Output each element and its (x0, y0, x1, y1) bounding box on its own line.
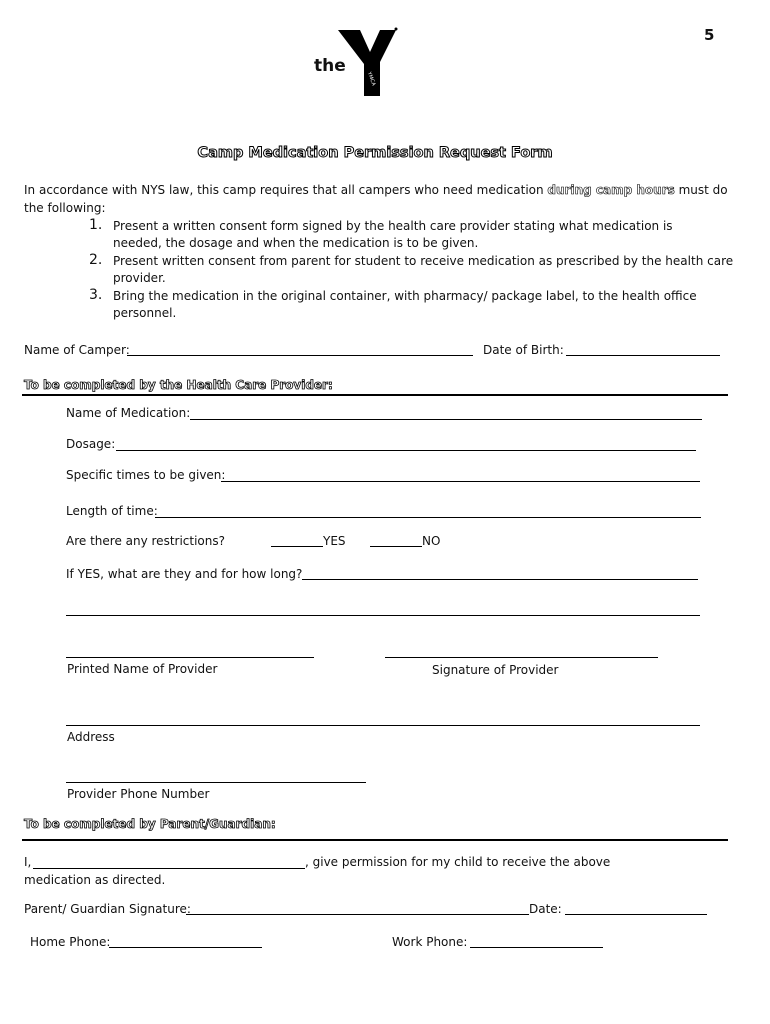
parent-signature-field[interactable] (186, 914, 529, 915)
requirement-text: personnel. (113, 306, 177, 320)
dob-field[interactable] (566, 355, 720, 356)
camper-name-field[interactable] (127, 355, 473, 356)
length-label: Length of time: (66, 504, 158, 518)
dosage-label: Dosage: (66, 437, 116, 451)
camper-name-label: Name of Camper: (24, 343, 130, 357)
permission-suffix: , give permission for my child to receive the above (305, 855, 611, 869)
if-yes-label: If YES, what are they and for how long? (66, 567, 303, 581)
requirement-number: 3. (89, 287, 103, 303)
work-phone-field[interactable] (470, 947, 603, 948)
y-mark-icon (338, 26, 398, 98)
restrictions-detail-field-2[interactable] (66, 615, 700, 616)
no-label: NO (422, 534, 441, 548)
address-field[interactable] (66, 725, 700, 726)
date-label: Date: (529, 902, 562, 916)
restrictions-label: Are there any restrictions? (66, 534, 225, 548)
page-number: 5 (704, 26, 715, 44)
requirement-number: 2. (89, 252, 103, 268)
requirement-text: Bring the medication in the original container, with pharmacy/ package label, to the health office (113, 289, 697, 303)
form-title: Camp Medication Permission Request Form (197, 145, 553, 161)
logo-sub: YMCA (365, 71, 377, 87)
ymca-logo (312, 26, 402, 98)
date-field[interactable] (565, 914, 707, 915)
home-phone-field[interactable] (109, 947, 262, 948)
length-field[interactable] (155, 517, 701, 518)
printed-name-label: Printed Name of Provider (67, 662, 218, 676)
dosage-field[interactable] (116, 450, 696, 451)
times-field[interactable] (221, 481, 700, 482)
no-blank[interactable] (370, 546, 422, 547)
yes-label: YES (323, 534, 346, 548)
times-label: Specific times to be given: (66, 468, 226, 482)
requirement-text: needed, the dosage and when the medication is to be given. (113, 236, 479, 250)
provider-phone-field[interactable] (66, 782, 366, 783)
requirement-number: 1. (89, 217, 103, 233)
requirement-text: provider. (113, 271, 166, 285)
section-divider (22, 839, 728, 841)
parent-signature-label: Parent/ Guardian Signature: (24, 902, 191, 916)
address-label: Address (67, 730, 115, 744)
intro-emphasis: during camp hours (547, 183, 675, 197)
intro-text-end: must do (674, 183, 728, 197)
permission-line2: medication as directed. (24, 873, 166, 887)
work-phone-label: Work Phone: (392, 935, 468, 949)
medication-label: Name of Medication: (66, 406, 191, 420)
home-phone-label: Home Phone: (30, 935, 111, 949)
medication-field[interactable] (190, 419, 702, 420)
provider-section-heading: To be completed by the Health Care Provider: (24, 378, 333, 392)
printed-name-field[interactable] (66, 657, 314, 658)
requirement-text: Present a written consent form signed by the health care provider stating what medication is (113, 219, 673, 233)
dob-label: Date of Birth: (483, 343, 564, 357)
intro-line1 (24, 183, 728, 197)
intro-line2: the following: (24, 201, 106, 215)
yes-blank[interactable] (271, 546, 323, 547)
logo-text: the (314, 56, 346, 76)
provider-phone-label: Provider Phone Number (67, 787, 210, 801)
section-divider (22, 394, 728, 396)
restrictions-detail-field[interactable] (302, 579, 698, 580)
provider-signature-field[interactable] (385, 657, 658, 658)
provider-signature-label: Signature of Provider (432, 663, 559, 677)
requirement-text: Present written consent from parent for student to receive medication as prescribed by the health care (113, 254, 734, 268)
permission-prefix: I, (24, 855, 32, 869)
parent-name-field[interactable] (33, 868, 305, 869)
intro-text: In accordance with NYS law, this camp requires that all campers who need medication (24, 183, 548, 197)
parent-section-heading: To be completed by Parent/Guardian: (24, 817, 276, 831)
